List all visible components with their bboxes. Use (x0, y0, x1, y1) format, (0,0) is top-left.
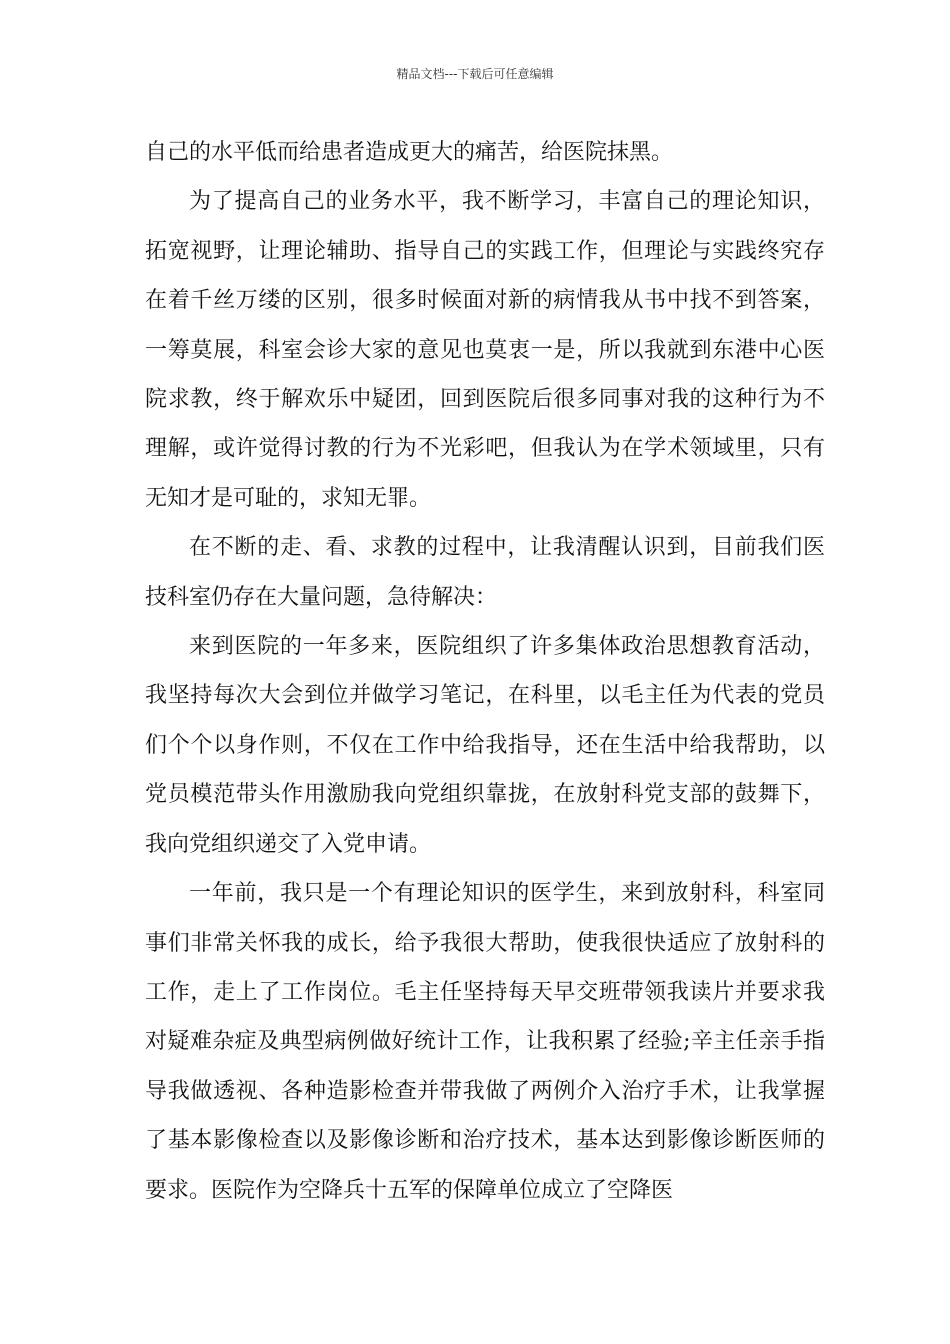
page-header: 精品文档---下载后可任意编辑 (396, 67, 554, 81)
document-body (145, 128, 825, 1215)
paragraph: 一年前，我只是一个有理论知识的医学生，来到放射科，科室同事们非常关怀我的成长，给予我很大帮助，使我很快适应了放射科的工作，走上了工作岗位。毛主任坚持每天早交班带领我读片并要求我对疑难杂症及典型病例做好统计工作，让我积累了经验;辛主任亲手指导我做透视、各种造影检查并带我做了两例介入治疗手术，让我掌握了基本影像检查以及影像诊断和治疗技术，基本达到影像诊断医师的要求。医院作为空降兵十五军的保障单位成立了空降医 (145, 881, 825, 1203)
paragraph-continuation: 自己的水平低而给患者造成更大的痛苦，给医院抹黑。 (145, 140, 674, 165)
paragraph: 来到医院的一年多来，医院组织了许多集体政治思想教育活动，我坚持每次大会到位并做学习笔记，在科里，以毛主任为代表的党员们个个以身作则，不仅在工作中给我指导，还在生活中给我帮助，以党员模范带头作用激励我向党组织靠拢，在放射科党支部的鼓舞下，我向党组织递交了入党申请。 (145, 634, 825, 857)
paragraph: 在不断的走、看、求教的过程中，让我清醒认识到，目前我们医技科室仍存在大量问题，急待解决： (145, 535, 825, 610)
paragraph: 为了提高自己的业务水平，我不断学习，丰富自己的理论知识，拓宽视野，让理论辅助、指导自己的实践工作，但理论与实践终究存在着千丝万缕的区别，很多时候面对新的病情我从书中找不到答案，一筹莫展，科室会诊大家的意见也莫衷一是，所以我就到东港中心医院求教，终于解欢乐中疑团，回到医院后很多同事对我的这种行为不理解，或许觉得讨教的行为不光彩吧，但我认为在学术领域里，只有无知才是可耻的，求知无罪。 (145, 189, 825, 511)
